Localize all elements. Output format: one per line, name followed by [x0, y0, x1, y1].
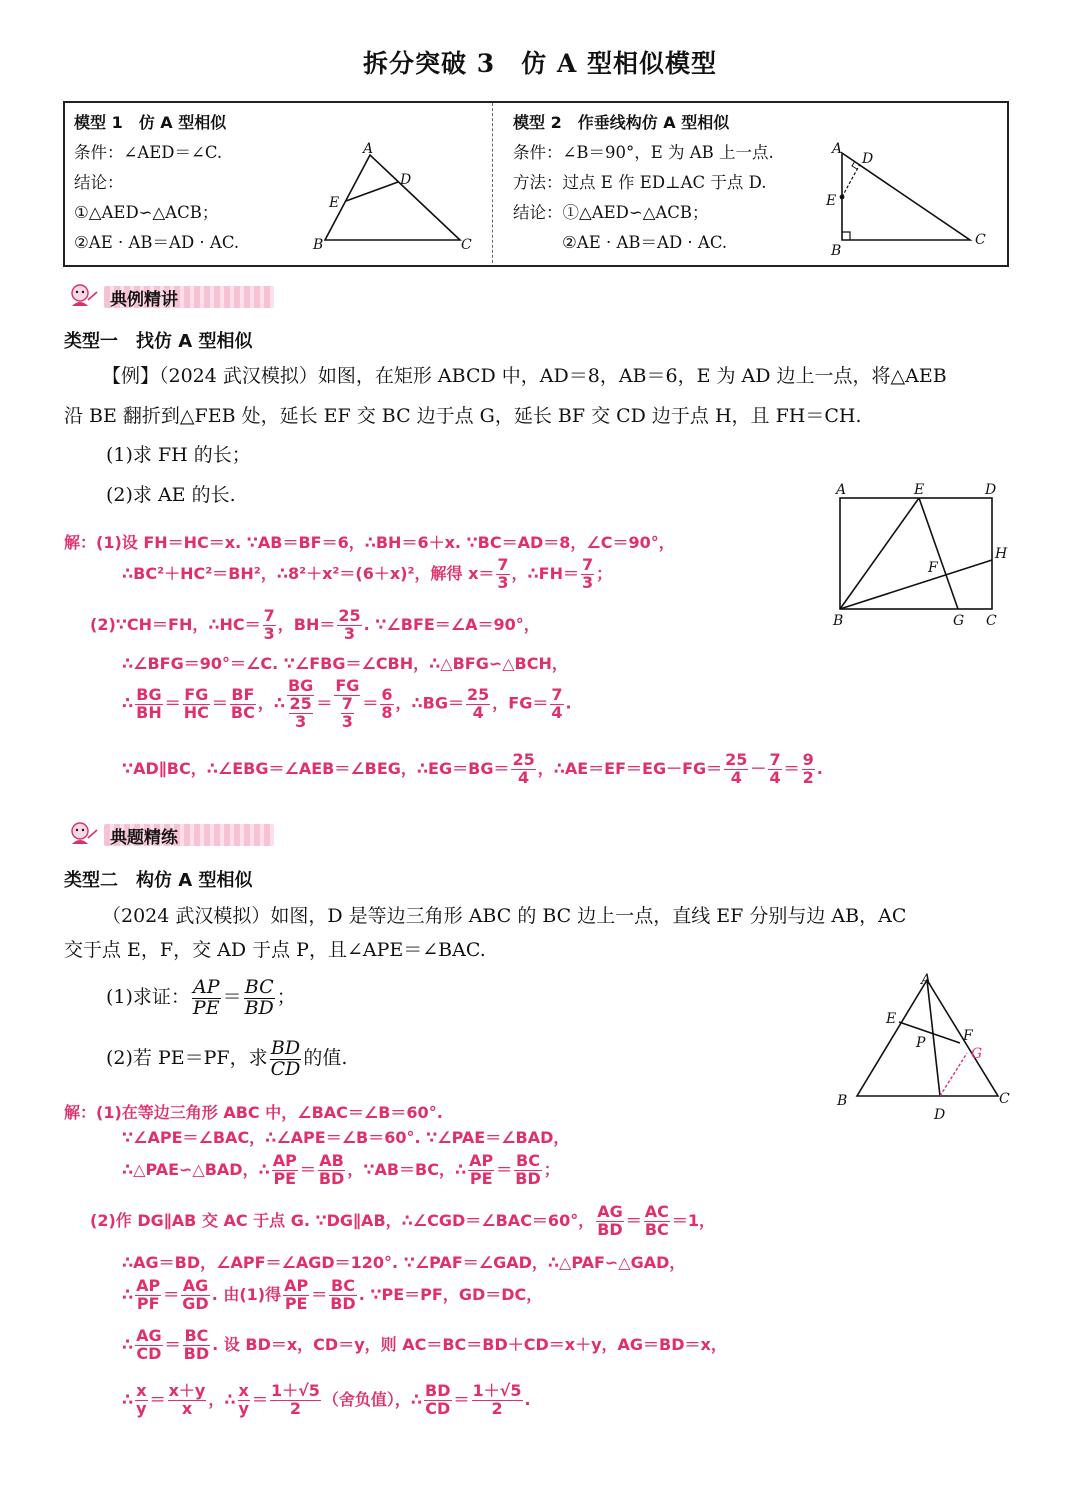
- example-label-c: C: [986, 613, 997, 629]
- problem2-label-a: A: [921, 972, 932, 988]
- fraction-ap-pe: $\frac{AP}{PE}$: [192, 975, 220, 1019]
- example-solution-1-line-1: 解：(1)设 FH＝HC＝x. ∵AB＝BF＝6，∴BH＝6＋x. ∵BC＝AD＝8，∠C＝90°，: [64, 533, 675, 552]
- fraction-bc-bd: $\frac{BC}{BD}$: [330, 1276, 356, 1313]
- example-label-f: F: [928, 560, 938, 576]
- model2-label-e: E: [826, 193, 837, 209]
- solution-text: ，BH＝: [277, 614, 336, 634]
- example-label-g: G: [953, 613, 965, 629]
- example-line-be: [840, 498, 919, 609]
- model1-figure: [300, 135, 490, 260]
- model1-label-d: D: [400, 172, 412, 188]
- solution-text: ∴△PAE∽△BAD，∴: [122, 1159, 270, 1179]
- section-tag-label: 典例精讲: [110, 290, 178, 310]
- model1-label-b: B: [313, 237, 324, 253]
- fraction-7-3: $\frac{7}{3}$: [263, 606, 275, 643]
- fraction-ap-pe: $\frac{AP}{PE}$: [284, 1276, 309, 1313]
- problem2-solution-2-line-1: (2)作 DG∥AB 交 AC 于点 G. ∵DG∥AB，∴∠CGD＝∠BAC＝60°， $\frac{AG}{BD}$ ＝ $\frac{AC}{BC}$ ＝1，: [90, 1202, 715, 1239]
- type-heading-2: 类型二 构仿 A 型相似: [64, 870, 253, 891]
- solution-text: ∴: [122, 693, 134, 713]
- fraction-ab-bd: $\frac{AB}{BD}$: [318, 1151, 345, 1188]
- model2-conclusion-2: ②AE · AB＝AD · AC.: [562, 233, 728, 252]
- fraction-bc-bd: $\frac{BC}{BD}$: [244, 975, 274, 1019]
- problem2-label-g: G: [971, 1046, 983, 1062]
- model1-label-e: E: [329, 195, 340, 211]
- fraction-bc-bd: $\frac{BC}{BD}$: [515, 1151, 541, 1188]
- problem2-solution-2-line-2: ∴AG＝BD，∠APF＝∠AGD＝120°. ∵∠PAF＝∠GAD，∴△PAF∽△GAD，: [122, 1253, 686, 1272]
- fraction-x-y: $\frac{x}{y}$: [238, 1381, 249, 1418]
- problem2-solution-2-line-4: ∴ $\frac{AG}{CD}$ ＝ $\frac{BC}{BD}$ . 设 BD＝x，CD＝y，则 AC＝BC＝BD＋CD＝x＋y，AG＝BD＝x，: [122, 1326, 727, 1363]
- fraction-7-3: $\frac{7}{3}$: [497, 555, 509, 592]
- solution-text: . ∵∠BFE＝∠A＝90°，: [363, 614, 540, 634]
- example-line-eg: [919, 498, 958, 609]
- section-tag-examples: [64, 282, 284, 312]
- fraction-ag-cd: $\frac{AG}{CD}$: [136, 1326, 162, 1363]
- model2-method: 方法：过点 E 作 ED⊥AC 于点 D.: [513, 173, 767, 192]
- example-line-1: 【例】（2024 武汉模拟）如图，在矩形 ABCD 中，AD＝8，AB＝6，E 为 AD 边上一点，将△AEB: [102, 365, 947, 387]
- example-solution-2-line-3: ∴ $\frac{BG}{BH}$ ＝ $\frac{FG}{HC}$ ＝ $\frac{BF}{BC}$ ，∴ $\frac{BG}{\frac{25}{3}}$ ＝ $\frac{FG}{\frac{7}{3}}$ ＝ $\frac{6}{8}$ ，∴BG＝ $\frac{25}{4}$ ，FG＝ $\frac{7}{4}$ .: [122, 676, 572, 731]
- solution-text: ∵AD∥BC，∴∠EBG＝∠AEB＝∠BEG，∴EG＝BG＝: [122, 758, 510, 778]
- fraction-1plusroot5-2: $\frac{1+√5}{2}$: [270, 1381, 320, 1418]
- mascot-icon: [64, 282, 102, 312]
- example-question-2: (2)求 AE 的长.: [106, 484, 236, 506]
- model2-point-e: [840, 195, 845, 200]
- fraction-25-3: $\frac{25}{3}$: [338, 606, 361, 643]
- example-label-b: B: [833, 613, 844, 629]
- question-text: 的值.: [303, 1047, 348, 1069]
- question-text: ；: [276, 986, 296, 1008]
- model2-conclusion-1: 结论：①△AED∽△ACB；: [513, 203, 709, 222]
- fraction-ag-bd: $\frac{AG}{BD}$: [597, 1202, 623, 1239]
- solution-text: ∴: [122, 1334, 134, 1354]
- solution-text: . 由(1)得: [211, 1284, 282, 1304]
- fraction-ac-bc: $\frac{AC}{BC}$: [644, 1202, 669, 1239]
- fraction-fg-over-7-3: $\frac{FG}{\frac{7}{3}}$: [335, 676, 360, 731]
- solution-text: .: [524, 1389, 531, 1409]
- example-solution-2-line-1: [90, 608, 540, 643]
- model2-label-c: C: [975, 232, 986, 248]
- example-line-2: 沿 BE 翻折到△FEB 处，延长 EF 交 BC 边于点 G，延长 BF 交 CD 边于点 H，且 FH＝CH.: [64, 405, 862, 427]
- solution-text: ，∵AB＝BC，∴: [347, 1159, 467, 1179]
- solution-text: ；: [596, 563, 613, 583]
- problem2-figure: [830, 968, 1020, 1128]
- model1-triangle: [325, 155, 460, 240]
- solution-text: ，∴AE＝EF＝EG－FG＝: [537, 758, 723, 778]
- fraction-xplusy-x: $\frac{x+y}{x}$: [168, 1381, 206, 1418]
- problem2-label-b: B: [837, 1093, 848, 1109]
- fraction-7-4: $\frac{7}{4}$: [769, 750, 781, 787]
- model2-label-d: D: [862, 151, 874, 167]
- fraction-bg-bh: $\frac{BG}{BH}$: [136, 684, 162, 722]
- problem2-line-1: （2024 武汉模拟）如图，D 是等边三角形 ABC 的 BC 边上一点，直线 EF 分别与边 AB，AC: [102, 905, 907, 927]
- fraction-x-y: $\frac{x}{y}$: [136, 1381, 147, 1418]
- solution-text: (2)作 DG∥AB 交 AC 于点 G. ∵DG∥AB，∴∠CGD＝∠BAC＝60°，: [90, 1210, 595, 1230]
- example-question-1: (1)求 FH 的长；: [106, 444, 251, 466]
- question-text: (2)若 PE＝PF，求: [106, 1047, 268, 1069]
- solution-text: . 设 BD＝x，CD＝y，则 AC＝BC＝BD＋CD＝x＋y，AG＝BD＝x，: [212, 1334, 727, 1354]
- example-label-h: H: [995, 546, 1008, 562]
- problem2-solution-1-line-1: 解：(1)在等边三角形 ABC 中，∠BAC＝∠B＝60°.: [64, 1103, 443, 1122]
- problem2-label-c: C: [999, 1091, 1010, 1107]
- example-figure: [825, 478, 1015, 630]
- solution-text: ∴: [122, 1284, 134, 1304]
- problem2-triangle: [857, 980, 998, 1096]
- model2-right-angle-b: [842, 232, 850, 240]
- fraction-ap-pf: $\frac{AP}{PF}$: [136, 1276, 161, 1313]
- section-tag-practice: [64, 820, 284, 850]
- solution-text: （舍负值），∴: [322, 1389, 423, 1409]
- model2-line-ed: [842, 164, 860, 197]
- problem2-solution-1-line-2: ∵∠APE＝∠BAC，∴∠APE＝∠B＝60°. ∵∠PAE＝∠BAD，: [122, 1128, 570, 1147]
- model-divider: [492, 103, 493, 263]
- problem2-question-2: [106, 1033, 347, 1083]
- problem2-label-p: P: [916, 1035, 926, 1051]
- solution-text: ∴BC²＋HC²＝BH²，∴8²＋x²＝(6＋x)²，解得 x＝: [122, 563, 495, 583]
- fraction-7-3: $\frac{7}{3}$: [582, 555, 594, 592]
- model2-heading: 模型 2 作垂线构仿 A 型相似: [513, 113, 730, 132]
- fraction-ap-pe: $\frac{AP}{PE}$: [469, 1151, 494, 1188]
- model1-conclusion-2: ②AE · AB＝AD · AC.: [74, 233, 240, 252]
- model1-conclusion-1: ①△AED∽△ACB；: [74, 203, 219, 222]
- solution-text: . ∵PE＝PF，GD＝DC，: [358, 1284, 543, 1304]
- problem2-question-1: (1)求证： $\frac{AP}{PE}$ ＝ $\frac{BC}{BD}$ ；: [106, 975, 296, 1019]
- model2-condition: 条件：∠B＝90°，E 为 AB 上一点.: [513, 143, 774, 162]
- problem2-label-f: F: [963, 1028, 973, 1044]
- question-text: (1)求证：: [106, 986, 190, 1008]
- fraction-7-4: $\frac{7}{4}$: [551, 684, 563, 722]
- model1-conclusion-label: 结论：: [74, 173, 124, 192]
- fraction-bf-bc: $\frac{BF}{BC}$: [230, 684, 255, 722]
- problem2-label-e: E: [886, 1011, 897, 1027]
- model2-figure: [820, 135, 1000, 260]
- fraction-bg-over-25-3: $\frac{BG}{\frac{25}{3}}$: [287, 676, 314, 731]
- solution-text: ＝1，: [671, 1210, 715, 1230]
- fraction-9-2: $\frac{9}{2}$: [802, 750, 814, 787]
- fraction-6-8: $\frac{6}{8}$: [381, 684, 393, 722]
- fraction-ag-gd: $\frac{AG}{GD}$: [182, 1276, 209, 1313]
- solution-text: (2)∵CH＝FH，∴HC＝: [90, 614, 261, 634]
- example-line-bh: [840, 560, 992, 609]
- fraction-ap-pe: $\frac{AP}{PE}$: [272, 1151, 297, 1188]
- problem2-line-ef: [899, 1022, 960, 1043]
- model1-label-c: C: [461, 237, 472, 253]
- fraction-25-4: $\frac{25}{4}$: [725, 750, 748, 787]
- fraction-bd-cd: $\frac{BD}{CD}$: [425, 1381, 451, 1418]
- solution-text: ，∴FH＝: [511, 563, 580, 583]
- problem2-line-2: 交于点 E，F，交 AD 于点 P，且∠APE＝∠BAC.: [64, 939, 486, 961]
- type-heading-1: 类型一 找仿 A 型相似: [64, 331, 253, 352]
- model2-label-b: B: [831, 243, 842, 259]
- model1-heading: 模型 1 仿 A 型相似: [74, 113, 227, 132]
- example-solution-1-line-2: [122, 557, 612, 592]
- solution-text: ，∴: [208, 1389, 236, 1409]
- problem2-line-dg: [940, 1053, 967, 1096]
- example-solution-2-line-4: ∵AD∥BC，∴∠EBG＝∠AEB＝∠BEG，∴EG＝BG＝ $\frac{25}{4}$ ，∴AE＝EF＝EG－FG＝ $\frac{25}{4}$ － $\frac{7}{4}$ ＝ $\frac{9}{2}$ .: [122, 750, 823, 787]
- example-label-e: E: [914, 482, 925, 498]
- example-solution-2-line-2: ∴∠BFG＝90°＝∠C. ∵∠FBG＝∠CBH，∴△BFG∽△BCH，: [122, 654, 568, 673]
- problem2-solution-1-line-3: ∴△PAE∽△BAD，∴ $\frac{AP}{PE}$ ＝ $\frac{AB}{BD}$ ，∵AB＝BC，∴ $\frac{AP}{PE}$ ＝ $\frac{BC}{BD}$ ；: [122, 1151, 560, 1188]
- example-rectangle: [840, 498, 992, 609]
- model1-condition: 条件：∠AED＝∠C.: [74, 143, 223, 162]
- problem2-solution-2-line-3: ∴ $\frac{AP}{PF}$ ＝ $\frac{AG}{GD}$ . 由(1)得 $\frac{AP}{PE}$ ＝ $\frac{BC}{BD}$ . ∵PE＝PF，GD＝DC，: [122, 1276, 543, 1313]
- fraction-fg-hc: $\frac{FG}{HC}$: [183, 684, 209, 722]
- solution-text: ；: [543, 1159, 560, 1179]
- fraction-bd-cd: $\frac{BD}{CD}$: [270, 1036, 301, 1080]
- example-label-d: D: [985, 482, 997, 498]
- problem2-label-d: D: [934, 1107, 946, 1123]
- fraction-1plusroot5-2: $\frac{1+√5}{2}$: [472, 1381, 522, 1418]
- problem2-solution-2-line-5: ∴ $\frac{x}{y}$ ＝ $\frac{x+y}{x}$ ，∴ $\frac{x}{y}$ ＝ $\frac{1+√5}{2}$ （舍负值），∴ $\frac{BD}{CD}$ ＝ $\frac{1+√5}{2}$ .: [122, 1381, 531, 1418]
- section-tag-label: 典题精练: [110, 828, 178, 848]
- example-label-a: A: [836, 482, 847, 498]
- solution-text: ∴: [122, 1389, 134, 1409]
- mascot-icon: [64, 820, 102, 850]
- model2-label-a: A: [832, 141, 843, 157]
- fraction-25-4: $\frac{25}{4}$: [512, 750, 535, 787]
- fraction-25-4: $\frac{25}{4}$: [467, 684, 490, 722]
- fraction-bc-bd: $\frac{BC}{BD}$: [183, 1326, 210, 1363]
- model1-label-a: A: [363, 141, 374, 157]
- page-title: 拆分突破 3 仿 A 型相似模型: [363, 49, 717, 78]
